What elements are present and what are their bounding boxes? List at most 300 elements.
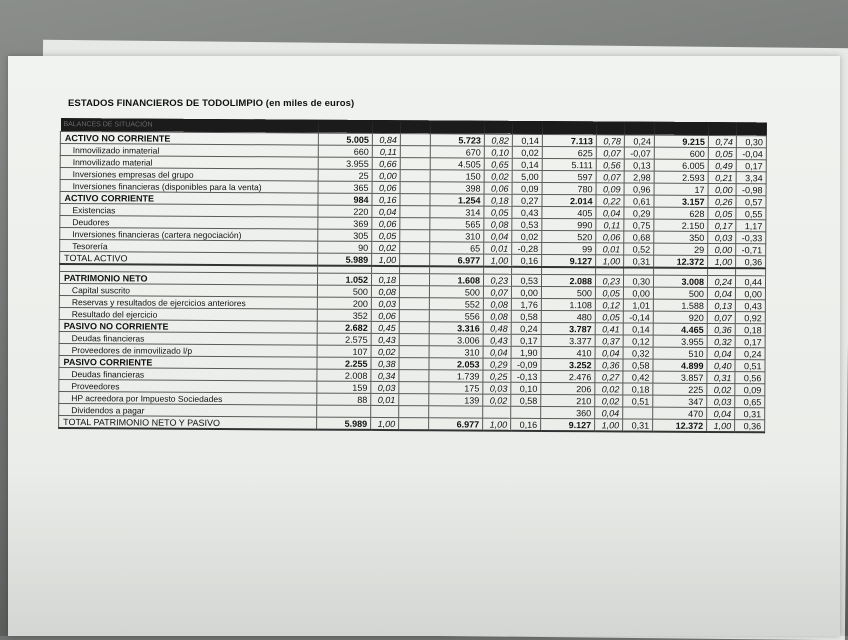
change-cell	[400, 134, 430, 146]
amount-cell: 3.787	[541, 322, 595, 334]
ratio-cell: 0,00	[708, 243, 736, 255]
ratio-cell: 0,05	[708, 207, 736, 219]
ratio-cell: 0,01	[596, 243, 624, 255]
amount-cell: 365	[318, 181, 372, 193]
ratio-cell: 0,40	[707, 359, 735, 371]
row-label: ACTIVO NO CORRIENTE	[60, 132, 318, 146]
row-label: Deudas financieras	[59, 367, 317, 381]
row-label: Tesorería	[60, 240, 318, 254]
change-cell	[400, 194, 430, 206]
row-label: Inmovilizado material	[60, 156, 318, 170]
amount-cell: 660	[318, 145, 372, 157]
change-cell: 0,65	[735, 396, 765, 408]
change-cell	[399, 382, 429, 394]
ratio-cell: 1,00	[596, 255, 624, 268]
amount-cell: 480	[541, 310, 595, 322]
row-label: ACTIVO CORRIENTE	[60, 192, 318, 206]
amount-cell: 2.088	[541, 274, 595, 286]
change-cell: 0,31	[623, 419, 653, 432]
change-cell	[399, 358, 429, 370]
change-cell	[399, 418, 429, 431]
amount-cell: 2.053	[429, 358, 483, 370]
amount-cell: 360	[541, 406, 595, 418]
ratio-cell: 0,04	[707, 287, 735, 299]
ratio-cell: 0,05	[372, 229, 400, 241]
amount-cell: 220	[318, 205, 372, 217]
change-cell: -0,33	[736, 232, 766, 244]
ratio-cell: 0,06	[484, 182, 512, 194]
amount-cell: 520	[542, 230, 596, 242]
row-label: Proveedores	[59, 379, 317, 393]
ratio-cell: 1,00	[707, 419, 735, 432]
change-cell	[399, 274, 429, 286]
change-cell: 0,30	[623, 275, 653, 287]
amount-cell: 5.989	[318, 253, 372, 266]
amount-cell: 352	[317, 309, 371, 321]
ratio-cell: 0,03	[371, 381, 399, 393]
change-cell	[399, 346, 429, 358]
change-cell	[399, 394, 429, 406]
change-cell: 0,53	[512, 218, 542, 230]
ratio-cell: 0,65	[484, 158, 512, 170]
ratio-cell: 0,82	[484, 134, 512, 146]
amount-cell: 159	[317, 381, 371, 393]
ratio-cell: 0,06	[372, 217, 400, 229]
change-cell	[399, 406, 429, 418]
ratio-cell: 0,27	[595, 371, 623, 383]
amount-cell: 500	[317, 285, 371, 297]
ratio-cell: 0,01	[484, 242, 512, 254]
amount-cell: 3.008	[653, 275, 707, 287]
amount-cell: 552	[429, 298, 483, 310]
amount-cell: 310	[430, 230, 484, 242]
ratio-cell: 0,04	[483, 346, 511, 358]
ratio-cell: 0,06	[372, 181, 400, 193]
change-cell: 0,75	[624, 219, 654, 231]
amount-cell: 3.955	[318, 157, 372, 169]
ratio-cell: 0,04	[596, 207, 624, 219]
ratio-cell: 0,08	[484, 218, 512, 230]
row-label: PASIVO NO CORRIENTE	[59, 319, 317, 333]
amount-cell: 3.252	[541, 358, 595, 370]
change-cell: 5,00	[512, 170, 542, 182]
amount-cell: 107	[317, 345, 371, 357]
row-label: Capital suscrito	[59, 283, 317, 297]
ratio-cell: 0,48	[483, 322, 511, 334]
ratio-cell: 0,22	[596, 195, 624, 207]
amount-cell: 6.005	[654, 159, 708, 171]
amount-cell: 500	[429, 286, 483, 298]
ratio-cell: 0,36	[707, 323, 735, 335]
ratio-cell: 0,04	[707, 407, 735, 419]
row-label: Inversiones financieras (cartera negociación)	[60, 228, 318, 242]
table-cell	[512, 267, 542, 275]
amount-cell: 6.977	[429, 418, 483, 431]
change-cell: 0,61	[624, 195, 654, 207]
amount-cell: 210	[541, 394, 595, 406]
ratio-cell: 0,32	[707, 335, 735, 347]
amount-cell: 500	[541, 286, 595, 298]
change-cell: 0,57	[736, 196, 766, 208]
change-cell: 0,24	[624, 135, 654, 147]
ratio-cell: 0,43	[483, 334, 511, 346]
change-cell: -0,98	[736, 184, 766, 196]
ratio-cell: 0,34	[371, 369, 399, 381]
amount-cell: 2.014	[542, 194, 596, 206]
change-cell	[399, 298, 429, 310]
change-cell: 0,58	[511, 310, 541, 322]
change-cell: 0,43	[512, 206, 542, 218]
row-label: Existencias	[60, 204, 318, 218]
ratio-cell: 1,00	[372, 253, 400, 266]
ratio-cell: 0,66	[372, 157, 400, 169]
change-cell: -0,71	[736, 244, 766, 256]
change-cell: 0,14	[512, 134, 542, 146]
ratio-cell: 0,11	[372, 145, 400, 157]
table-cell	[484, 267, 512, 275]
ratio-cell: 0,84	[372, 133, 400, 145]
amount-cell: 2.593	[654, 171, 708, 183]
amount-cell: 90	[318, 241, 372, 253]
amount-cell: 5.005	[318, 133, 372, 145]
amount-cell: 12.372	[654, 255, 708, 268]
amount-cell: 9.127	[542, 254, 596, 267]
ratio-cell: 0,08	[371, 285, 399, 297]
change-cell	[400, 146, 430, 158]
change-cell: 0,44	[735, 276, 765, 288]
ratio-cell: 0,00	[708, 183, 736, 195]
ratio-cell: 0,31	[707, 371, 735, 383]
change-cell: -0,07	[624, 147, 654, 159]
ratio-cell: 0,25	[483, 370, 511, 382]
change-cell	[400, 254, 430, 267]
amount-cell: 3.316	[429, 322, 483, 334]
ratio-cell: 0,04	[595, 407, 623, 419]
balance-sheet-table-wrap	[58, 118, 766, 433]
amount-cell: 206	[541, 382, 595, 394]
change-cell: 0,09	[512, 182, 542, 194]
ratio-cell: 0,02	[484, 170, 512, 182]
amount-cell	[429, 406, 483, 418]
amount-cell: 500	[653, 287, 707, 299]
change-cell: -0,28	[512, 242, 542, 254]
change-cell: 0,96	[624, 183, 654, 195]
change-cell: 0,43	[735, 300, 765, 312]
change-cell: -0,04	[736, 148, 766, 160]
change-cell: 0,51	[735, 360, 765, 372]
ratio-cell: 0,04	[372, 205, 400, 217]
amount-cell: 920	[653, 311, 707, 323]
row-label: PATRIMONIO NETO	[59, 272, 317, 286]
change-cell: 0,55	[736, 208, 766, 220]
row-label: Proveedores de inmovilizado l/p	[59, 343, 317, 357]
ratio-cell: 0,03	[707, 395, 735, 407]
ratio-cell: 0,12	[595, 299, 623, 311]
change-cell	[400, 230, 430, 242]
change-cell: 0,12	[623, 335, 653, 347]
ratio-cell: 0,04	[707, 347, 735, 359]
ratio-cell: 0,56	[596, 159, 624, 171]
ratio-cell: 0,06	[371, 309, 399, 321]
change-cell: 0,92	[735, 312, 765, 324]
change-cell: 0,02	[512, 146, 542, 158]
amount-cell: 3.157	[654, 195, 708, 207]
change-cell: 0,00	[511, 286, 541, 298]
change-cell: 0,02	[512, 230, 542, 242]
change-cell: 0,17	[511, 334, 541, 346]
amount-cell: 398	[430, 182, 484, 194]
amount-cell: 4.899	[653, 359, 707, 371]
table-cell	[400, 266, 430, 274]
balance-sheet-table	[58, 118, 767, 433]
change-cell	[399, 334, 429, 346]
table-cell	[624, 267, 654, 275]
document-title: ESTADOS FINANCIEROS DE TODOLIMPIO (en miles de euros)	[68, 98, 355, 109]
change-cell	[400, 158, 430, 170]
change-cell: 1,90	[511, 346, 541, 358]
amount-cell: 1.254	[430, 194, 484, 206]
ratio-cell: 0,43	[371, 333, 399, 345]
amount-cell: 670	[430, 146, 484, 158]
change-cell	[400, 170, 430, 182]
ratio-cell: 0,08	[483, 298, 511, 310]
change-cell: 0,10	[511, 382, 541, 394]
amount-cell: 4.505	[430, 158, 484, 170]
ratio-cell: 0,02	[595, 383, 623, 395]
change-cell: 0,24	[511, 322, 541, 334]
amount-cell: 2.575	[317, 333, 371, 345]
ratio-cell: 0,23	[595, 275, 623, 287]
amount-cell: 2.476	[541, 370, 595, 382]
change-cell: 0,17	[736, 160, 766, 172]
change-cell	[511, 406, 541, 418]
amount-cell: 9.215	[654, 135, 708, 147]
ratio-cell: 0,78	[596, 135, 624, 147]
amount-cell: 29	[654, 243, 708, 255]
ratio-cell: 0,01	[371, 393, 399, 405]
ratio-cell: 1,00	[371, 417, 399, 430]
table-body	[59, 132, 767, 433]
amount-cell: 5.111	[542, 158, 596, 170]
ratio-cell: 0,02	[371, 345, 399, 357]
ratio-cell	[371, 405, 399, 417]
change-cell: 0,18	[735, 324, 765, 336]
amount-cell: 556	[429, 310, 483, 322]
row-label: Resultado del ejercicio	[59, 307, 317, 321]
change-cell: 0,53	[511, 274, 541, 286]
amount-cell: 5.723	[430, 134, 484, 146]
ratio-cell: 0,02	[707, 383, 735, 395]
change-cell	[399, 310, 429, 322]
amount-cell: 369	[318, 217, 372, 229]
row-label: Deudores	[60, 216, 318, 230]
ratio-cell: 0,00	[372, 169, 400, 181]
table-cell	[596, 267, 624, 275]
ratio-cell: 1,00	[708, 255, 736, 268]
ratio-cell: 0,07	[483, 286, 511, 298]
amount-cell: 1.108	[541, 298, 595, 310]
ratio-cell: 0,17	[708, 219, 736, 231]
amount-cell: 600	[654, 147, 708, 159]
ratio-cell: 0,24	[707, 275, 735, 287]
ratio-cell: 0,09	[596, 183, 624, 195]
amount-cell: 628	[654, 207, 708, 219]
ratio-cell: 0,03	[483, 382, 511, 394]
change-cell: 0,56	[735, 372, 765, 384]
amount-cell: 984	[318, 193, 372, 205]
ratio-cell: 0,02	[595, 395, 623, 407]
row-label: Inversiones empresas del grupo	[60, 168, 318, 182]
amount-cell: 2.150	[654, 219, 708, 231]
ratio-cell: 0,02	[483, 394, 511, 406]
amount-cell: 470	[653, 407, 707, 419]
amount-cell: 990	[542, 218, 596, 230]
change-cell: 0,14	[623, 323, 653, 335]
ratio-cell: 0,41	[595, 323, 623, 335]
change-cell: 2,98	[624, 171, 654, 183]
amount-cell: 3.955	[653, 335, 707, 347]
table-cell	[372, 266, 400, 274]
ratio-cell: 0,36	[595, 359, 623, 371]
row-label: TOTAL ACTIVO	[60, 252, 318, 266]
ratio-cell: 0,07	[596, 171, 624, 183]
change-cell: 0,32	[623, 347, 653, 359]
change-cell: 1,01	[623, 299, 653, 311]
amount-cell: 12.372	[653, 419, 707, 432]
table-cell	[708, 268, 736, 276]
change-cell	[400, 206, 430, 218]
ratio-cell: 0,03	[371, 297, 399, 309]
change-cell: 3,34	[736, 172, 766, 184]
amount-cell: 150	[430, 170, 484, 182]
ratio-cell: 0,04	[484, 230, 512, 242]
change-cell: 0,30	[736, 136, 766, 148]
amount-cell: 6.977	[430, 254, 484, 267]
ratio-cell: 0,18	[371, 273, 399, 285]
amount-cell: 5.989	[317, 417, 371, 430]
change-cell: 0,00	[735, 288, 765, 300]
change-cell: 0,51	[623, 395, 653, 407]
ratio-cell: 0,07	[707, 311, 735, 323]
change-cell: 0,16	[512, 254, 542, 267]
change-cell: 0,24	[735, 348, 765, 360]
ratio-cell: 0,26	[708, 195, 736, 207]
ratio-cell: 0,02	[372, 241, 400, 253]
ratio-cell: 1,00	[484, 254, 512, 267]
change-cell	[400, 182, 430, 194]
change-cell: 0,58	[623, 359, 653, 371]
ratio-cell: 1,00	[483, 418, 511, 431]
change-cell	[399, 322, 429, 334]
ratio-cell: 0,03	[708, 231, 736, 243]
ratio-cell: 0,10	[484, 146, 512, 158]
change-cell: 0,16	[511, 418, 541, 431]
amount-cell: 780	[542, 182, 596, 194]
ratio-cell	[483, 406, 511, 418]
ratio-cell: 0,16	[372, 193, 400, 205]
ratio-cell: 0,08	[483, 310, 511, 322]
ratio-cell: 0,05	[708, 147, 736, 159]
change-cell: 0,18	[623, 383, 653, 395]
row-label: Inversiones financieras (disponibles para la venta)	[60, 180, 318, 194]
ratio-cell: 0,29	[483, 358, 511, 370]
ratio-cell: 0,05	[595, 311, 623, 323]
ratio-cell: 0,45	[371, 321, 399, 333]
amount-cell: 99	[542, 242, 596, 254]
ratio-cell: 1,00	[595, 419, 623, 432]
ratio-cell: 0,06	[596, 231, 624, 243]
ratio-cell: 0,21	[708, 171, 736, 183]
amount-cell: 2.008	[317, 369, 371, 381]
amount-cell: 139	[429, 394, 483, 406]
change-cell: 0,29	[624, 207, 654, 219]
change-cell: -0,09	[511, 358, 541, 370]
change-cell: 0,31	[735, 408, 765, 420]
row-label: Dividendos a pagar	[59, 403, 317, 417]
change-cell: 0,09	[735, 384, 765, 396]
change-cell	[399, 370, 429, 382]
table-header-label: BALANCES DE SITUACIÓN	[60, 118, 318, 133]
change-cell	[623, 407, 653, 419]
ratio-cell: 0,18	[484, 194, 512, 206]
change-cell: 0,68	[624, 231, 654, 243]
change-cell: 0,13	[624, 159, 654, 171]
row-label: TOTAL PATRIMONIO NETO Y PASIVO	[59, 415, 317, 429]
amount-cell: 2.255	[317, 357, 371, 369]
amount-cell: 3.006	[429, 334, 483, 346]
ratio-cell: 0,05	[484, 206, 512, 218]
change-cell: 0,36	[735, 420, 765, 433]
amount-cell: 310	[429, 346, 483, 358]
amount-cell: 7.113	[542, 134, 596, 146]
row-label: Inmovilizado inmaterial	[60, 144, 318, 158]
amount-cell: 1.739	[429, 370, 483, 382]
change-cell: 1,17	[736, 220, 766, 232]
change-cell: -0,13	[511, 370, 541, 382]
ratio-cell: 0,38	[371, 357, 399, 369]
amount-cell: 305	[318, 229, 372, 241]
amount-cell: 410	[541, 346, 595, 358]
amount-cell: 510	[653, 347, 707, 359]
amount-cell: 225	[653, 383, 707, 395]
amount-cell: 200	[317, 297, 371, 309]
change-cell: 0,31	[624, 255, 654, 268]
amount-cell: 3.857	[653, 371, 707, 383]
ratio-cell: 0,13	[707, 299, 735, 311]
change-cell: 0,42	[623, 371, 653, 383]
amount-cell: 4.465	[653, 323, 707, 335]
change-cell: 0,36	[736, 256, 766, 269]
ratio-cell: 0,23	[483, 274, 511, 286]
ratio-cell: 0,05	[595, 287, 623, 299]
change-cell: 0,27	[512, 194, 542, 206]
amount-cell: 17	[654, 183, 708, 195]
row-label: HP acreedora por Impuesto Sociedades	[59, 391, 317, 405]
amount-cell: 347	[653, 395, 707, 407]
amount-cell: 625	[542, 146, 596, 158]
change-cell: 0,00	[623, 287, 653, 299]
change-cell	[400, 242, 430, 254]
amount-cell: 597	[542, 170, 596, 182]
change-cell	[400, 218, 430, 230]
row-label: Reservas y resultados de ejercicios anteriores	[59, 295, 317, 309]
change-cell: 0,58	[511, 394, 541, 406]
amount-cell: 25	[318, 169, 372, 181]
amount-cell: 175	[429, 382, 483, 394]
amount-cell: 9.127	[541, 418, 595, 431]
change-cell	[399, 286, 429, 298]
amount-cell	[317, 405, 371, 417]
